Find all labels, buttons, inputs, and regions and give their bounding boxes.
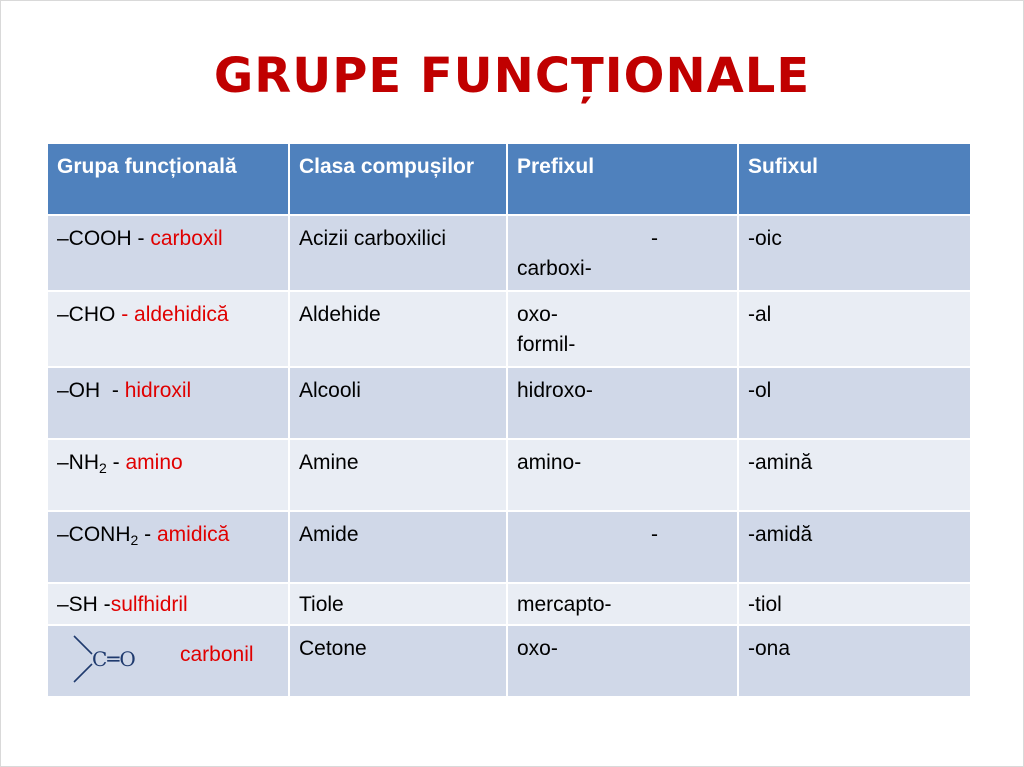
prefix-cell: oxo- [507, 625, 738, 697]
class-cell: Alcooli [289, 367, 507, 439]
group-cell [47, 215, 289, 291]
group-name: carboxil [150, 227, 223, 250]
prefix-cell: hidroxo- [507, 367, 738, 439]
group-cell [47, 625, 289, 697]
slide-title: GRUPE FUNCȚIONALE [213, 48, 811, 104]
suffix-cell: -amină [738, 439, 971, 511]
prefix-cell [507, 215, 738, 291]
suffix-cell: -tiol [738, 583, 971, 625]
class-cell: Cetone [289, 625, 507, 697]
group-formula: –CONH [57, 523, 131, 546]
suffix-cell: -amidă [738, 511, 971, 583]
table-row [47, 215, 971, 291]
suffix-cell: -ona [738, 625, 971, 697]
table-row [47, 625, 971, 697]
suffix-cell: -oic [738, 215, 971, 291]
class-cell: Tiole [289, 583, 507, 625]
class-cell: Acizii carboxilici [289, 215, 507, 291]
group-cell [47, 439, 289, 511]
prefix-cell [507, 291, 738, 367]
table-header-row [47, 143, 971, 215]
group-subscript: 2 [99, 460, 107, 476]
group-cell [47, 583, 289, 625]
prefix-cell [507, 511, 738, 583]
prefix-cell: amino- [507, 439, 738, 511]
table-row [47, 367, 971, 439]
group-cell [47, 291, 289, 367]
class-cell: Amine [289, 439, 507, 511]
header-prefix: Prefixul [507, 143, 738, 215]
group-formula: –COOH - [57, 227, 151, 250]
group-formula: –OH - [57, 379, 125, 402]
suffix-cell: -al [738, 291, 971, 367]
prefix-value: oxo- [517, 303, 558, 326]
carbonyl-formula: C═O [92, 647, 136, 671]
group-name: amino [125, 451, 183, 474]
header-functional-group: Grupa funcțională [47, 143, 289, 215]
table-row [47, 511, 971, 583]
group-formula: –CHO [57, 303, 122, 326]
table-row [47, 439, 971, 511]
group-formula: –SH - [57, 593, 111, 616]
group-name: - aldehidică [121, 303, 229, 326]
prefix-cell: mercapto- [507, 583, 738, 625]
class-cell: Aldehide [289, 291, 507, 367]
group-cell [47, 511, 289, 583]
header-compound-class: Clasa compușilor [289, 143, 507, 215]
prefix-value-alt: formil- [517, 333, 576, 356]
group-formula: –NH [57, 451, 100, 474]
group-formula-tail: - [106, 451, 126, 474]
group-name: hidroxil [124, 379, 192, 402]
group-name: sulfhidril [110, 593, 188, 616]
carbonyl-structure-icon [66, 630, 176, 690]
group-name: carbonil [180, 643, 254, 666]
functional-groups-table [46, 142, 972, 698]
group-subscript: 2 [130, 532, 139, 548]
prefix-dash: - [651, 227, 658, 250]
suffix-cell: -ol [738, 367, 971, 439]
table-row [47, 291, 971, 367]
class-cell: Amide [289, 511, 507, 583]
group-name: amidică [156, 523, 230, 546]
prefix-value: carboxi- [517, 257, 592, 280]
header-suffix: Sufixul [738, 143, 971, 215]
group-cell [47, 367, 289, 439]
table-row [47, 583, 971, 625]
prefix-dash: - [651, 523, 658, 546]
group-formula-tail: - [138, 523, 157, 546]
